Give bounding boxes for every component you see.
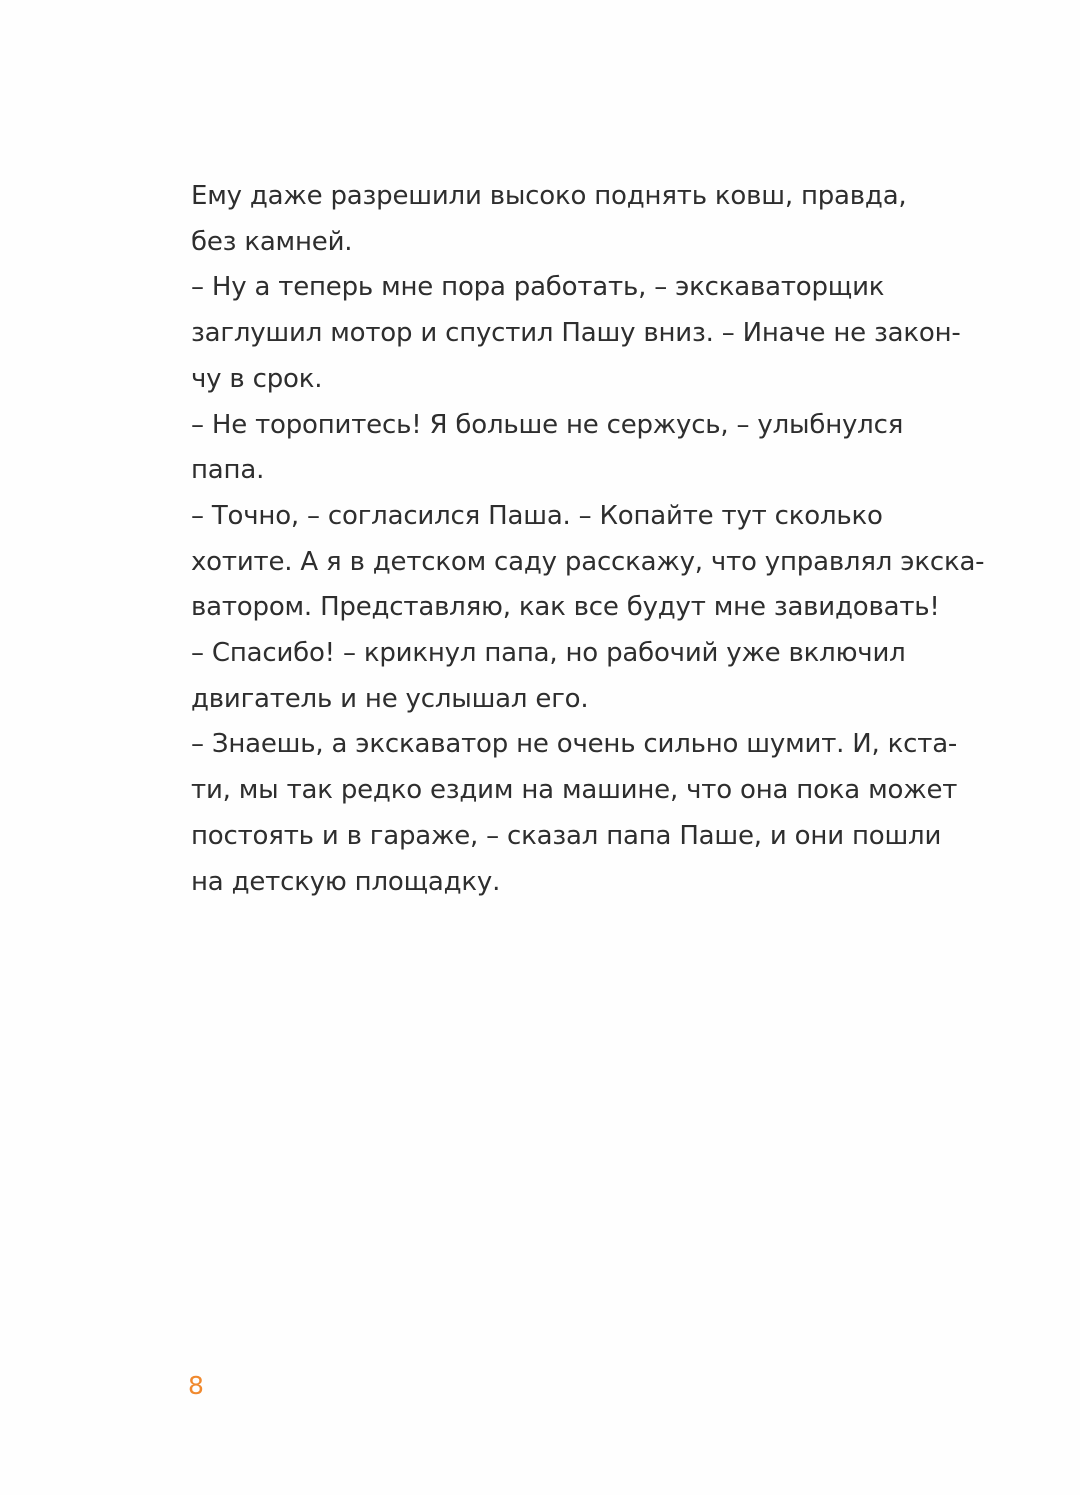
text-line: постоять и в гараже, – сказал папа Паше, и они пошли	[191, 820, 942, 851]
page-number: 8	[188, 1371, 204, 1400]
text-line: ватором. Представляю, как все будут мне завидовать!	[191, 592, 940, 623]
text-line: – Спасибо! – крикнул папа, но рабочий уже включил	[191, 638, 906, 669]
text-line: заглушил мотор и спустил Пашу вниз. – Иначе не закон-	[191, 318, 961, 349]
text-line: – Точно, – согласился Паша. – Копайте тут сколько	[191, 500, 883, 531]
text-line: – Ну а теперь мне пора работать, – экскаваторщик	[191, 272, 885, 303]
text-line: ти, мы так редко ездим на машине, что она пока может	[191, 775, 958, 806]
text-line: – Знаешь, а экскаватор не очень сильно шумит. И, кста-	[191, 729, 958, 760]
text-line: папа.	[191, 455, 265, 486]
story-text	[191, 174, 991, 905]
text-line: без камней.	[191, 226, 353, 257]
text-line: – Не торопитесь! Я больше не сержусь, – улыбнулся	[191, 409, 904, 440]
text-line: на детскую площадку.	[191, 866, 501, 897]
text-line: Ему даже разрешили высоко поднять ковш, правда,	[191, 181, 907, 211]
text-line: чу в срок.	[191, 363, 323, 394]
text-line: хотите. А я в детском саду расскажу, что управлял экска-	[191, 546, 985, 577]
text-line: двигатель и не услышал его.	[191, 683, 589, 714]
